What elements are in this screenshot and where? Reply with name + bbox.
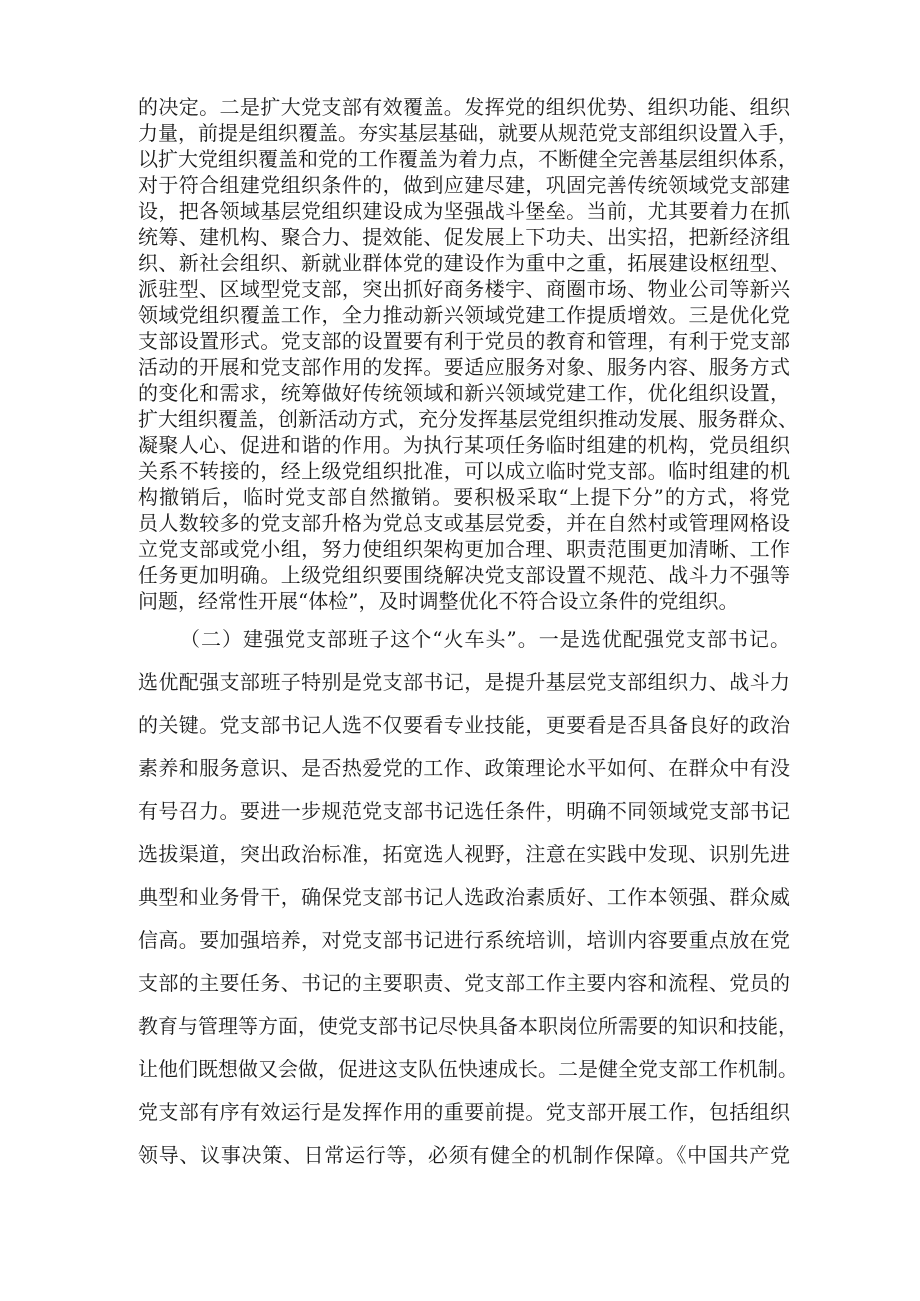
text-line: 构撤销后，临时党支部自然撤销。要积极采取“上提下分”的方式，将党	[138, 485, 790, 509]
text-line: 统筹、建机构、聚合力、提效能、促发展上下功夫、出实招，把新经济组	[138, 225, 790, 249]
text-line: 问题，经常性开展“体检”，及时调整优化不符合设立条件的党组织。	[138, 589, 739, 613]
text-line: 的变化和需求，统筹做好传统领域和新兴领域党建工作，优化组织设置，	[138, 381, 790, 405]
text-line: 对于符合组建党组织条件的，做到应建尽建，巩固完善传统领域党支部建	[138, 173, 790, 197]
text-line: 凝聚人心、促进和谐的作用。为执行某项任务临时组建的机构，党员组织	[138, 433, 790, 457]
text-line: 关系不转接的，经上级党组织批准，可以成立临时党支部。临时组建的机	[138, 459, 790, 483]
text-line: 有号召力。要进一步规范党支部书记选任条件，明确不同领域党支部书记	[138, 799, 790, 823]
text-line: 党支部有序有效运行是发挥作用的重要前提。党支部开展工作，包括组织	[138, 1100, 790, 1124]
text-line: 力量，前提是组织覆盖。夯实基层基础，就要从规范党支部组织设置入手，	[138, 121, 798, 145]
text-line: 的决定。二是扩大党支部有效覆盖。发挥党的组织优势、组织功能、组织	[138, 95, 790, 119]
text-line: 选优配强支部班子特别是党支部书记，是提升基层党支部组织力、战斗力	[138, 670, 790, 694]
text-line: 的关键。党支部书记人选不仅要看专业技能，更要看是否具备良好的政治	[138, 713, 790, 737]
section-heading-line: （二）建强党支部班子这个“火车头”。一是选优配强党支部书记。	[180, 627, 790, 651]
text-line: 教育与管理等方面，使党支部书记尽快具备本职岗位所需要的知识和技能，	[138, 1014, 798, 1038]
text-line: 设，把各领域基层党组织建设成为坚强战斗堡垒。当前，尤其要着力在抓	[138, 199, 790, 223]
text-line: 任务更加明确。上级党组织要围绕解决党支部设置不规范、战斗力不强等	[138, 563, 790, 587]
text-line: 领域党组织覆盖工作，全力推动新兴领域党建工作提质增效。三是优化党	[138, 303, 790, 327]
text-line: 信高。要加强培养，对党支部书记进行系统培训，培训内容要重点放在党	[138, 928, 790, 952]
text-line: 立党支部或党小组，努力使组织架构更加合理、职责范围更加清晰、工作	[138, 537, 790, 561]
text-line: 支部的主要任务、书记的主要职责、党支部工作主要内容和流程、党员的	[138, 971, 790, 995]
text-line: 让他们既想做又会做，促进这支队伍快速成长。二是健全党支部工作机制。	[138, 1057, 798, 1081]
text-line: 以扩大党组织覆盖和党的工作覆盖为着力点，不断健全完善基层组织体系，	[138, 147, 798, 171]
text-line: 选拔渠道，突出政治标准，拓宽选人视野，注意在实践中发现、识别先进	[138, 842, 790, 866]
text-line: 扩大组织覆盖，创新活动方式，充分发挥基层党组织推动发展、服务群众、	[138, 407, 798, 431]
text-line: 员人数较多的党支部升格为党总支或基层党委，并在自然村或管理网格设	[138, 511, 790, 535]
text-line: 素养和服务意识、是否热爱党的工作、政策理论水平如何、在群众中有没	[138, 756, 790, 780]
text-line: 织、新社会组织、新就业群体党的建设作为重中之重，拓展建设枢纽型、	[138, 251, 790, 275]
text-line: 典型和业务骨干，确保党支部书记人选政治素质好、工作本领强、群众威	[138, 885, 790, 909]
text-line: 派驻型、区域型党支部，突出抓好商务楼宇、商圈市场、物业公司等新兴	[138, 277, 790, 301]
text-line: 领导、议事决策、日常运行等，必须有健全的机制作保障。《中国共产党	[138, 1143, 790, 1167]
text-line: 活动的开展和党支部作用的发挥。要适应服务对象、服务内容、服务方式	[138, 355, 790, 379]
text-line: 支部设置形式。党支部的设置要有利于党员的教育和管理，有利于党支部	[138, 329, 790, 353]
